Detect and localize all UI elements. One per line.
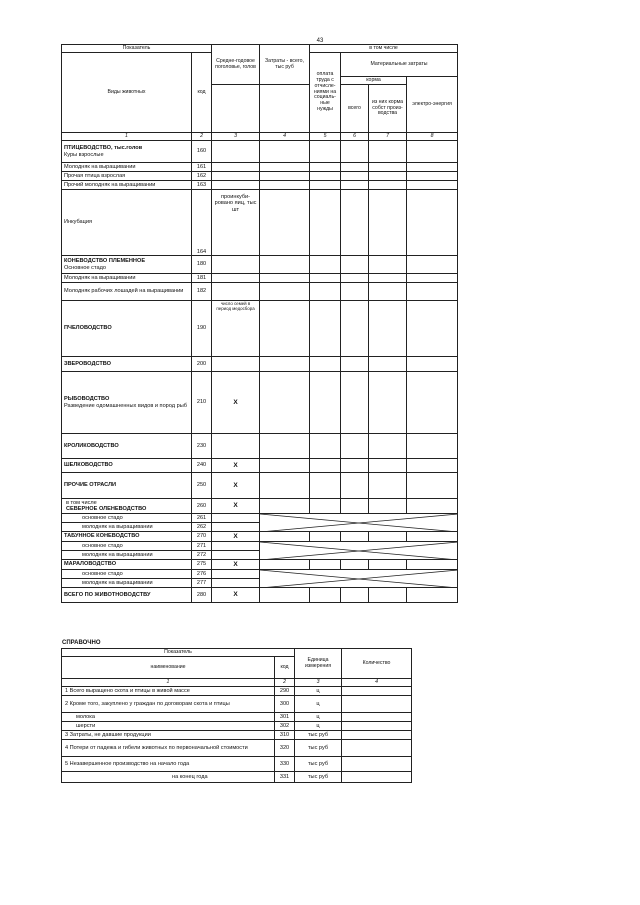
crossed-cells (260, 542, 458, 551)
row-code: 190 (192, 301, 212, 357)
data-cell[interactable] (369, 283, 407, 301)
data-cell[interactable] (407, 181, 458, 190)
row-label (62, 274, 192, 283)
header-electro: электро-энергия (407, 77, 458, 133)
table-row (62, 514, 458, 523)
avg-heads-cell (212, 357, 260, 372)
data-cell[interactable] (407, 459, 458, 473)
row-code: 160 (192, 141, 212, 163)
table-row (62, 687, 412, 696)
ref-row-qty[interactable] (342, 687, 412, 696)
data-cell[interactable] (341, 283, 369, 301)
data-cell[interactable] (341, 499, 369, 514)
table-row (62, 283, 458, 301)
avg-heads-cell: X (212, 560, 260, 570)
ref-row-qty[interactable] (342, 722, 412, 731)
row-code: 276 (192, 570, 212, 579)
data-cell[interactable] (310, 459, 341, 473)
table-row (62, 372, 458, 434)
data-cell[interactable] (369, 532, 407, 542)
avg-heads-cell (212, 570, 260, 579)
data-cell[interactable] (260, 372, 310, 434)
row-code: 161 (192, 163, 212, 172)
row-code: 271 (192, 542, 212, 551)
row-label-sub: Куры взрослые (64, 151, 104, 158)
ref-row-code: 301 (275, 713, 295, 722)
data-cell[interactable] (407, 172, 458, 181)
row-label (62, 190, 192, 256)
table-row (62, 301, 458, 357)
data-cell[interactable] (260, 163, 310, 172)
row-code: 181 (192, 274, 212, 283)
data-cell[interactable] (407, 532, 458, 542)
row-label (62, 551, 192, 560)
ref-row-qty[interactable] (342, 696, 412, 713)
table-row (62, 551, 458, 560)
row-code: 280 (192, 588, 212, 603)
ref-header-qty: Количество (342, 649, 412, 679)
table-row (62, 274, 458, 283)
data-cell[interactable] (310, 283, 341, 301)
data-cell[interactable] (310, 434, 341, 459)
ref-row-code: 331 (275, 772, 295, 783)
data-cell[interactable] (260, 357, 310, 372)
header-own-feed: из них корма собст произ-водства (369, 85, 407, 133)
table-row (62, 181, 458, 190)
ref-row-code: 302 (275, 722, 295, 731)
data-cell[interactable] (310, 499, 341, 514)
row-code: 164 (192, 190, 212, 256)
table-row (62, 499, 458, 514)
ref-row-unit: ц (295, 722, 342, 731)
ref-col-number: 3 (295, 679, 342, 687)
ref-header-unit: Единица измерения (295, 649, 342, 679)
row-label-text: КОНЕВОДСТВО ПЛЕМЕННОЕ (64, 258, 146, 265)
data-cell[interactable] (407, 301, 458, 357)
row-label-sub: Разведение одомашненных видов и пород рыб (64, 402, 187, 409)
ref-row-code: 320 (275, 740, 295, 757)
ref-col-number: 2 (275, 679, 295, 687)
row-label (62, 283, 192, 301)
row-label-text: ПЧЕЛОВОДСТВО (64, 325, 112, 332)
data-cell[interactable] (310, 181, 341, 190)
row-label-text: Молодняк рабочих лошадей на выращивании (64, 288, 184, 295)
col-number: 8 (407, 133, 458, 141)
avg-heads-cell (212, 551, 260, 560)
data-cell[interactable] (310, 172, 341, 181)
data-cell[interactable] (407, 588, 458, 603)
table-row (62, 542, 458, 551)
avg-heads-cell (212, 163, 260, 172)
row-label-text: РЫБОВОДСТВО (64, 396, 110, 403)
row-label-text: ВСЕГО ПО ЖИВОТНОВОДСТВУ (64, 591, 151, 598)
data-cell[interactable] (260, 459, 310, 473)
avg-heads-cell: X (212, 588, 260, 603)
ref-row-code: 300 (275, 696, 295, 713)
avg-heads-cell: X (212, 499, 260, 514)
crossed-cells (260, 551, 458, 560)
avg-heads-cell (212, 283, 260, 301)
avg-heads-cell (212, 256, 260, 274)
crossed-cells (260, 514, 458, 523)
ref-row-label: 1 Всего выращено скота и птицы в живой массе (62, 687, 275, 696)
ref-row-label: 4 Потери от падежа и гибели животных по первоначальной стоимости (62, 740, 275, 757)
data-cell[interactable] (407, 190, 458, 256)
data-cell[interactable] (407, 283, 458, 301)
header-species: Виды животных (62, 53, 192, 133)
data-cell[interactable] (407, 560, 458, 570)
ref-row-label: 3 Затраты, не давшие продукции (62, 731, 275, 740)
header-avg-heads: Средне-годовое поголовье, голов (212, 45, 260, 85)
data-cell[interactable] (310, 256, 341, 274)
col-number: 2 (192, 133, 212, 141)
data-cell[interactable] (260, 560, 310, 570)
row-label-text: ПРОЧИЕ ОТРАСЛИ (64, 482, 117, 489)
ref-row-qty[interactable] (342, 757, 412, 772)
row-code: 163 (192, 181, 212, 190)
row-label (62, 256, 192, 274)
table-row (62, 722, 412, 731)
avg-heads-cell: X (212, 532, 260, 542)
data-cell[interactable] (341, 434, 369, 459)
row-code: 261 (192, 514, 212, 523)
ref-row-label: молока (62, 713, 275, 722)
data-cell[interactable] (341, 357, 369, 372)
ref-col-number: 1 (62, 679, 275, 687)
col-number: 1 (62, 133, 192, 141)
table-row (62, 532, 458, 542)
row-label-text: в том числе (66, 499, 97, 506)
data-cell[interactable] (341, 301, 369, 357)
data-cell[interactable] (310, 190, 341, 256)
row-label-text: ПТИЦЕВОДСТВО, тыс.голов (64, 145, 143, 152)
row-label-sub: СЕВЕРНОЕ ОЛЕНЕВОДСТВО (66, 506, 147, 512)
data-cell[interactable] (407, 256, 458, 274)
row-label (62, 473, 192, 499)
avg-heads-cell: X (212, 372, 260, 434)
data-cell[interactable] (310, 473, 341, 499)
row-label-text: Прочая птица взрослая (64, 172, 126, 179)
row-label (62, 560, 192, 570)
data-cell[interactable] (260, 283, 310, 301)
row-label (62, 570, 192, 579)
header-costs-total: Затраты - всего, тыс руб (260, 45, 310, 85)
data-cell[interactable] (310, 532, 341, 542)
data-cell[interactable] (341, 190, 369, 256)
col-number: 5 (310, 133, 341, 141)
header-including: в том числе (310, 45, 458, 53)
row-label (62, 499, 192, 514)
row-label-text: ТАБУННОЕ КОНЕВОДСТВО (64, 533, 140, 540)
data-cell[interactable] (260, 190, 310, 256)
livestock-costs-table (61, 44, 458, 603)
ref-header-indicator: Показатель (62, 649, 295, 657)
header-spacer (260, 85, 310, 133)
data-cell[interactable] (260, 256, 310, 274)
data-cell[interactable] (310, 357, 341, 372)
avg-heads-cell (212, 141, 260, 163)
table-row (62, 731, 412, 740)
avg-heads-cell (212, 181, 260, 190)
row-code: 230 (192, 434, 212, 459)
row-code: 260 (192, 499, 212, 514)
data-cell[interactable] (369, 499, 407, 514)
data-cell[interactable] (260, 473, 310, 499)
data-cell[interactable] (341, 172, 369, 181)
row-label (62, 301, 192, 357)
table-row (62, 141, 458, 163)
data-cell[interactable] (260, 588, 310, 603)
avg-heads-cell (212, 523, 260, 532)
row-label (62, 542, 192, 551)
col-number: 4 (260, 133, 310, 141)
data-cell[interactable] (341, 256, 369, 274)
data-cell[interactable] (369, 434, 407, 459)
table-row (62, 696, 412, 713)
col-number: 3 (212, 133, 260, 141)
data-cell[interactable] (310, 274, 341, 283)
row-code: 240 (192, 459, 212, 473)
avg-heads-cell (212, 274, 260, 283)
data-cell[interactable] (260, 181, 310, 190)
ref-row-unit: ц (295, 713, 342, 722)
row-code: 180 (192, 256, 212, 274)
data-cell[interactable] (341, 163, 369, 172)
data-cell[interactable] (407, 163, 458, 172)
row-label (62, 141, 192, 163)
table-row (62, 588, 458, 603)
data-cell[interactable] (260, 274, 310, 283)
data-cell[interactable] (369, 301, 407, 357)
table-row (62, 172, 458, 181)
row-label (62, 523, 192, 532)
ref-row-code: 290 (275, 687, 295, 696)
row-label-text: основное стадо (82, 542, 123, 549)
row-code: 270 (192, 532, 212, 542)
row-label-text: Молодняк на выращивании (64, 163, 136, 170)
ref-row-label: 2 Кроме того, закуплено у граждан по договорам скота и птицы (62, 696, 275, 713)
table-row (62, 434, 458, 459)
data-cell[interactable] (407, 141, 458, 163)
page-number: 43 (316, 38, 324, 44)
data-cell[interactable] (341, 181, 369, 190)
ref-row-unit: тыс руб (295, 740, 342, 757)
row-code: 277 (192, 579, 212, 588)
avg-heads-cell (212, 514, 260, 523)
col-number: 7 (369, 133, 407, 141)
row-label (62, 357, 192, 372)
table-row (62, 190, 458, 256)
table-row (62, 459, 458, 473)
ref-row-unit: тыс руб (295, 757, 342, 772)
ref-row-code: 310 (275, 731, 295, 740)
row-label-text: Прочий молодняк на выращивании (64, 181, 156, 188)
data-cell[interactable] (369, 256, 407, 274)
crossed-cells (260, 523, 458, 532)
table-row (62, 740, 412, 757)
row-label-text: ЗВЕРОВОДСТВО (64, 360, 112, 367)
avg-heads-cell: X (212, 473, 260, 499)
row-code: 275 (192, 560, 212, 570)
header-material: Материальные затраты (341, 53, 458, 77)
data-cell[interactable] (369, 473, 407, 499)
avg-heads-cell (212, 579, 260, 588)
row-code: 162 (192, 172, 212, 181)
row-label (62, 532, 192, 542)
ref-row-qty[interactable] (342, 772, 412, 783)
ref-row-unit: тыс руб (295, 772, 342, 783)
data-cell[interactable] (341, 473, 369, 499)
table-row (62, 579, 458, 588)
data-cell[interactable] (260, 499, 310, 514)
ref-row-qty[interactable] (342, 713, 412, 722)
avg-heads-cell (212, 172, 260, 181)
row-code: 272 (192, 551, 212, 560)
table-row (62, 357, 458, 372)
row-label-sub: Основное стадо (64, 264, 106, 271)
row-label (62, 163, 192, 172)
row-code: 210 (192, 372, 212, 434)
data-cell[interactable] (341, 141, 369, 163)
row-label-text: основное стадо (82, 570, 123, 577)
row-label (62, 588, 192, 603)
header-feed-total: всего (341, 85, 369, 133)
row-label (62, 514, 192, 523)
data-cell[interactable] (407, 357, 458, 372)
row-label-text: основное стадо (82, 514, 123, 521)
header-labor: оплата труда с отчисле-ниями на социаль-ные нужды (310, 53, 341, 133)
row-code: 182 (192, 283, 212, 301)
data-cell[interactable] (407, 473, 458, 499)
data-cell[interactable] (369, 459, 407, 473)
data-cell[interactable] (407, 372, 458, 434)
data-cell[interactable] (341, 459, 369, 473)
data-cell[interactable] (369, 588, 407, 603)
row-label-text: молодняк на выращивании (82, 551, 153, 558)
data-cell[interactable] (310, 372, 341, 434)
data-cell[interactable] (369, 163, 407, 172)
crossed-cells (260, 570, 458, 579)
ref-row-code: 330 (275, 757, 295, 772)
ref-row-unit: ц (295, 687, 342, 696)
data-cell[interactable] (310, 588, 341, 603)
data-cell[interactable] (369, 560, 407, 570)
data-cell[interactable] (369, 141, 407, 163)
col-number: 6 (341, 133, 369, 141)
data-cell[interactable] (260, 532, 310, 542)
row-code: 262 (192, 523, 212, 532)
data-cell[interactable] (341, 532, 369, 542)
ref-row-label: шерсти (62, 722, 275, 731)
data-cell[interactable] (341, 588, 369, 603)
table-row (62, 560, 458, 570)
header-spacer (212, 85, 260, 133)
data-cell[interactable] (407, 434, 458, 459)
row-label-text: КРОЛИКОВОДСТВО (64, 442, 119, 449)
data-cell[interactable] (369, 172, 407, 181)
row-label (62, 459, 192, 473)
table-row (62, 772, 412, 783)
data-cell[interactable] (260, 434, 310, 459)
ref-row-unit: тыс руб (295, 731, 342, 740)
table-row (62, 570, 458, 579)
ref-header-name: наименование (62, 657, 275, 679)
data-cell[interactable] (260, 141, 310, 163)
ref-header-code: код (275, 657, 295, 679)
table-row (62, 163, 458, 172)
data-cell[interactable] (341, 560, 369, 570)
row-label (62, 172, 192, 181)
data-cell[interactable] (369, 274, 407, 283)
ref-row-unit: ц (295, 696, 342, 713)
header-code: код (192, 53, 212, 133)
data-cell[interactable] (310, 560, 341, 570)
data-cell[interactable] (369, 357, 407, 372)
data-cell[interactable] (310, 163, 341, 172)
table-row (62, 713, 412, 722)
row-label (62, 181, 192, 190)
ref-col-number: 4 (342, 679, 412, 687)
row-label-text: Инкубация (64, 219, 93, 226)
data-cell[interactable] (407, 499, 458, 514)
table-row (62, 256, 458, 274)
ref-row-qty[interactable] (342, 740, 412, 757)
row-label (62, 579, 192, 588)
row-label-text: Молодняк на выращивании (64, 274, 136, 281)
ref-row-label: на конец года (62, 772, 275, 783)
row-label-text: молодняк на выращивании (82, 579, 153, 586)
avg-heads-cell: число семей в период медосбора (212, 301, 260, 357)
data-cell[interactable] (310, 301, 341, 357)
ref-row-qty[interactable] (342, 731, 412, 740)
row-code: 200 (192, 357, 212, 372)
reference-table (61, 648, 412, 783)
reference-title: СПРАВОЧНО (62, 640, 101, 646)
row-code: 250 (192, 473, 212, 499)
ref-row-label: 5 Незавершенное производство на начало года (62, 757, 275, 772)
data-cell[interactable] (407, 274, 458, 283)
avg-heads-cell (212, 542, 260, 551)
header-indicator: Показатель (62, 45, 212, 53)
crossed-cells (260, 579, 458, 588)
header-feed: корма (341, 77, 407, 85)
data-cell[interactable] (341, 274, 369, 283)
data-cell[interactable] (369, 190, 407, 256)
avg-heads-cell: X (212, 459, 260, 473)
data-cell[interactable] (260, 301, 310, 357)
avg-heads-cell (212, 434, 260, 459)
data-cell[interactable] (369, 372, 407, 434)
row-label-text: МАРАЛОВОДСТВО (64, 561, 117, 568)
row-label (62, 434, 192, 459)
data-cell[interactable] (310, 141, 341, 163)
row-label-text: ШЕЛКОВОДСТВО (64, 462, 113, 469)
avg-heads-cell: проинкуби-ровано яиц, тыс шт (212, 190, 260, 256)
data-cell[interactable] (260, 172, 310, 181)
row-label-text: молодняк на выращивании (82, 523, 153, 530)
row-label (62, 372, 192, 434)
table-row (62, 523, 458, 532)
data-cell[interactable] (341, 372, 369, 434)
table-row (62, 473, 458, 499)
data-cell[interactable] (369, 181, 407, 190)
table-row (62, 757, 412, 772)
